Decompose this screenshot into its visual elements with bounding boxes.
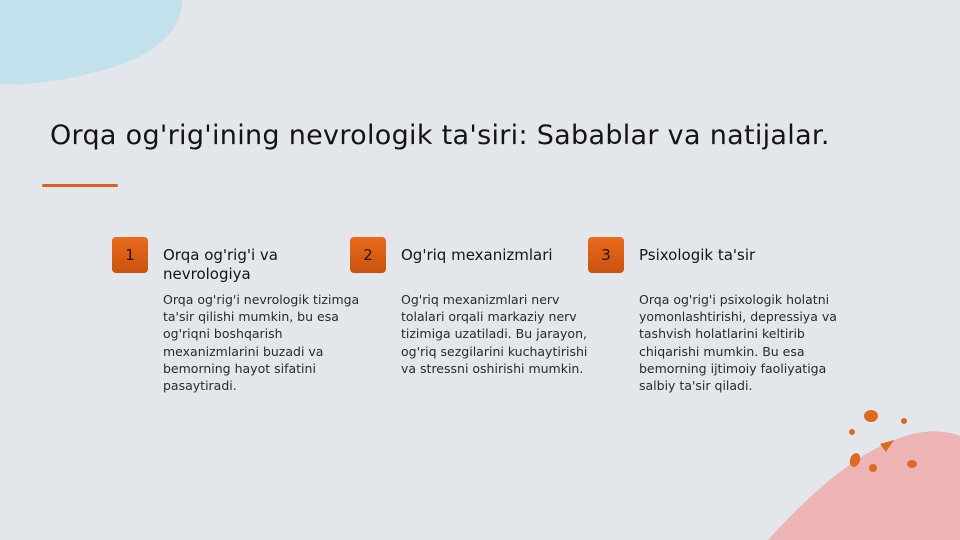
page-title: Orqa og'rig'ining nevrologik ta'siri: Sabablar va natijalar.	[50, 120, 830, 151]
blue-blob-shape	[0, 0, 182, 85]
card-body: Og'riq mexanizmlari nerv tolalari orqali markaziy nerv tizimiga uzatiladi. Bu jarayon, og'riq sezgilarini kuchaytirishi va stressni oshirishi mumkin.	[401, 292, 588, 376]
card-title: Og'riq mexanizmlari	[401, 246, 553, 264]
card-title: Orqa og'rig'i va nevrologiya	[163, 246, 278, 283]
card-body: Orqa og'rig'i nevrologik tizimga ta'sir qilishi mumkin, bu esa og'riqni boshqarish mexanizmlarini buzadi va bemorning hayot sifatini pasaytiradi.	[163, 292, 360, 394]
card-number-badge: 2	[350, 237, 386, 273]
card-title: Psixologik ta'sir	[639, 246, 756, 264]
orange-dots-decoration	[848, 410, 917, 472]
pink-blob-shape	[768, 431, 960, 540]
card-number-badge: 1	[112, 237, 148, 273]
title-underline	[42, 184, 118, 187]
card-number-badge: 3	[588, 237, 624, 273]
card-body: Orqa og'rig'i psixologik holatni yomonlashtirishi, depressiya va tashvish holatlarini keltirib chiqarishi mumkin. Bu esa bemorning ijtimoiy faoliyatiga salbiy ta'sir qiladi.	[639, 292, 837, 394]
